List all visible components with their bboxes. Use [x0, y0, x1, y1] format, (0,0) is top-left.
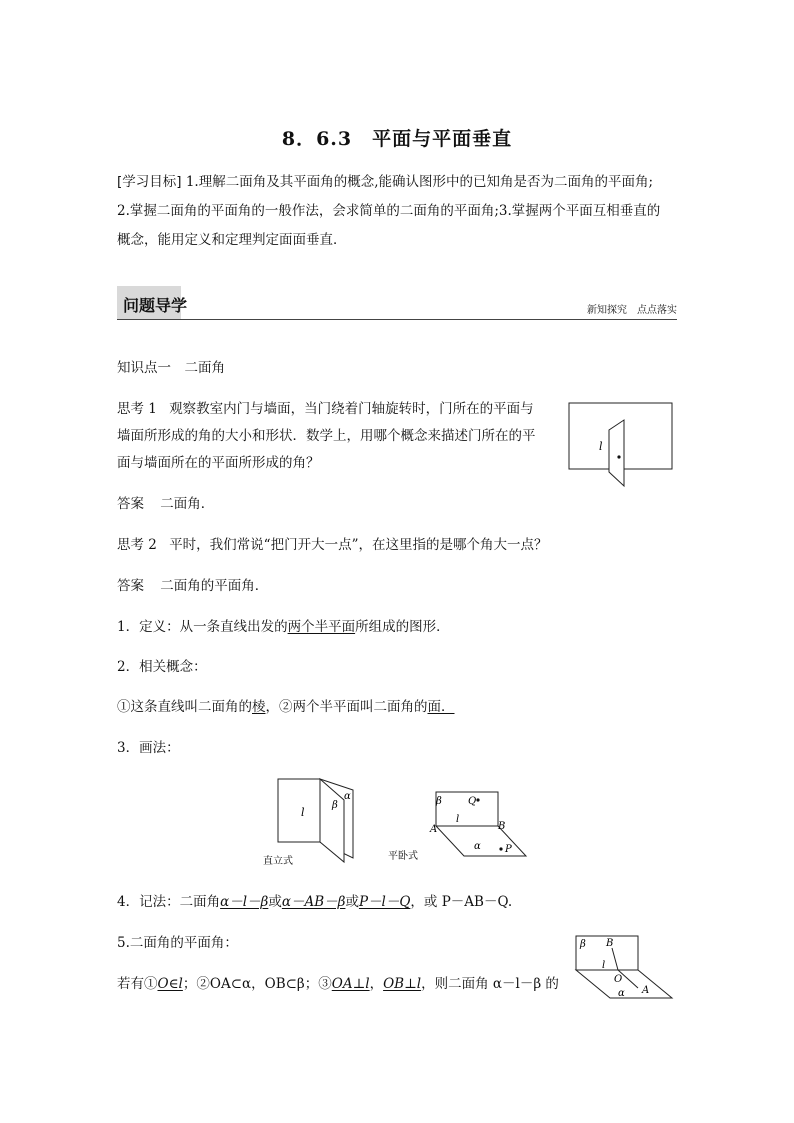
door-panel	[609, 420, 624, 486]
item-notation	[117, 892, 512, 912]
knowledge-point-heading: 知识点一 二面角	[117, 360, 225, 376]
think1-line-3: 面与墙面所在的平面所形成的角？	[117, 455, 320, 471]
ray-OB	[612, 948, 618, 970]
door-knob	[617, 455, 620, 458]
section-subtitle: 新知探究 点点落实	[587, 305, 677, 316]
vertical-dihedral-figure	[258, 774, 368, 870]
horizontal-Q-label: Q	[468, 796, 477, 807]
answer1-text: 二面角．	[160, 496, 215, 512]
answer2-text: 二面角的平面角．	[160, 578, 269, 594]
door-wall-figure	[566, 400, 676, 488]
goals-line-1	[117, 172, 653, 192]
plane-angle-alpha-label: α	[618, 988, 625, 999]
horizontal-upper-plane	[436, 792, 498, 826]
horizontal-dihedral-figure	[384, 786, 534, 866]
horizontal-beta-label: β	[436, 796, 442, 807]
goals-line-2: 2.掌握二面角的平面角的一般作法，会求简单的二面角的平面角;3.掌握两个平面互相垂直的	[117, 203, 661, 219]
notation-3: P－l－Q	[358, 894, 411, 910]
condition-1: O∈l	[157, 976, 183, 992]
vertical-alpha-label: α	[344, 791, 351, 802]
plane-angle-figure	[568, 930, 678, 1002]
notation-or-1: 或	[268, 894, 282, 910]
answer2-label: 答案	[117, 578, 144, 594]
horizontal-B-label: B	[498, 821, 506, 832]
item-related-concepts-detail	[117, 697, 455, 717]
goals-text-1: 1.理解二面角及其平面角的概念,能确认图形中的已知角是否为二面角的平面角;	[185, 174, 654, 190]
item-plane-angle-condition	[117, 974, 559, 994]
think2	[117, 535, 548, 555]
plane-angle-l-label: l	[602, 960, 606, 971]
think1-line-1	[117, 399, 534, 419]
notation-pre: 4．记法：二面角	[117, 894, 221, 910]
answer2	[117, 576, 268, 596]
notation-post: ，或 P－AB－Q.	[410, 894, 513, 910]
horizontal-P-label: P	[505, 844, 512, 855]
point-P	[499, 847, 502, 850]
condition-2: OA⊥l	[331, 976, 370, 992]
concept-mid: ，②两个半平面叫二面角的	[265, 699, 428, 715]
condition-pre: 若有①	[117, 976, 158, 992]
door-axis-label: l	[599, 440, 603, 453]
condition-mid-2: ，	[369, 976, 384, 992]
condition-3: OB⊥l	[383, 976, 422, 992]
answer1-label: 答案	[117, 496, 144, 512]
goals-line-3: 概念，能用定义和定理判定面面垂直．	[117, 232, 347, 248]
notation-or-2: 或	[345, 894, 359, 910]
section-title: 问题导学	[123, 296, 188, 315]
vertical-caption: 直立式	[263, 856, 293, 867]
horizontal-alpha-label: α	[474, 841, 481, 852]
plane-angle-B-label: B	[606, 938, 614, 949]
vertical-beta-label: β	[332, 800, 338, 811]
condition-post: ，则二面角 α－l－β 的	[421, 976, 559, 992]
concept-face: 面．	[427, 699, 455, 715]
point-Q	[476, 798, 479, 801]
horizontal-l-label: l	[456, 814, 460, 825]
vertical-middle-plane	[320, 779, 344, 862]
item-drawing-methods: 3．画法：	[117, 740, 180, 756]
think2-label: 思考 2	[117, 537, 157, 553]
think2-text: 平时，我们常说“把门开大一点”，在这里指的是哪个角大一点？	[169, 537, 548, 553]
horizontal-upper-outline	[436, 792, 498, 826]
goals-tag: [学习目标]	[117, 174, 182, 190]
plane-angle-O-label: O	[614, 974, 623, 985]
definition-pre: 1．定义：从一条直线出发的	[117, 619, 288, 635]
concept-edge: 棱	[252, 699, 266, 715]
notation-2: α－AB－β	[281, 894, 346, 910]
think1-label: 思考 1	[117, 401, 157, 417]
section-header	[117, 286, 677, 320]
item-plane-angle: 5.二面角的平面角：	[117, 935, 238, 951]
concept-pre: ①这条直线叫二面角的	[117, 699, 252, 715]
section-divider	[117, 319, 677, 320]
horizontal-caption: 平卧式	[388, 851, 418, 862]
vertical-left-plane	[278, 779, 320, 842]
think1-line-2: 墙面所形成的角的大小和形状．数学上，用哪个概念来描述门所在的平	[117, 428, 536, 444]
think1-text-1: 观察教室内门与墙面，当门绕着门轴旋转时，门所在的平面与	[169, 401, 534, 417]
answer1	[117, 494, 214, 514]
horizontal-A-label: A	[430, 824, 438, 835]
plane-angle-beta-label: β	[580, 939, 586, 950]
item-related-concepts: 2．相关概念：	[117, 659, 207, 675]
horizontal-lower-plane	[436, 826, 526, 856]
page-title: 8．6.3 平面与平面垂直	[281, 128, 513, 150]
plane-angle-A-label: A	[642, 985, 650, 996]
vertical-edge-label: l	[301, 806, 305, 819]
condition-mid-1: ；②OA⊂α，OB⊂β；③	[182, 976, 332, 992]
definition-post: 所组成的图形．	[355, 619, 450, 635]
item-definition	[117, 617, 450, 637]
definition-underlined: 两个半平面	[287, 619, 356, 635]
notation-1: α－l－β	[220, 894, 269, 910]
